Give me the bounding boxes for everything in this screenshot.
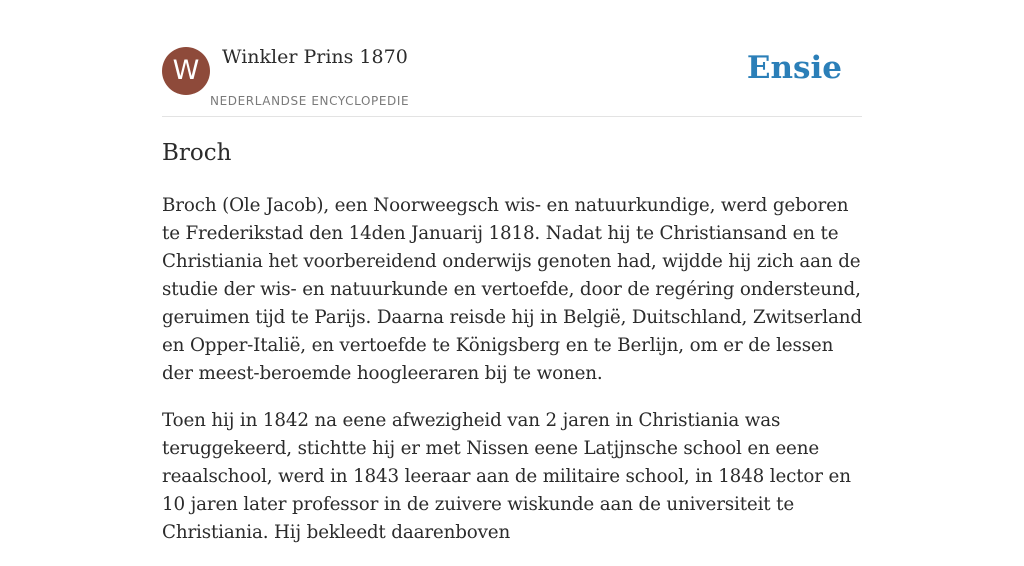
source-subtitle: NEDERLANDSE ENCYCLOPEDIE [210,94,410,108]
source-avatar[interactable]: W [162,47,210,95]
article-paragraph: Broch (Ole Jacob), een Noorweegsch wis- en natuurkundige, werd geboren te Frederikstad den 14den Januarij 1818. Nadat hij te Christiansand en te Christiania het voorbereidend onderwijs genoten had, wijdde hij zich aan de studie der wis- en natuurkunde en vertoefde, door de regéring ondersteund, geruimen tijd te Parijs. Daarna reisde hij in België, Duitschland, Zwitserland en Opper-Italië, en vertoefde te Königsberg en te Berlijn, om er de lessen der meest-beroemde hoogleeraren bij te wonen. [162,195,862,384]
header [162,0,862,117]
source-title[interactable]: Winkler Prins 1870 [222,46,408,68]
article-body [162,192,862,566]
ensie-logo[interactable]: Ensie [746,50,842,86]
page [162,0,862,543]
article-title: Broch [162,140,232,166]
article-paragraph: Toen hij in 1842 na eene afwezigheid van 2 jaren in Christiania was teruggekeerd, stichtte hij er met Nissen eene Latjjnsche school en eene reaalschool, werd in 1843 leeraar aan de militaire school, in 1848 lector en 10 jaren later professor in de zuivere wiskunde aan de universiteit te Christiania. Hij bekleedt daarenboven [162,410,851,543]
